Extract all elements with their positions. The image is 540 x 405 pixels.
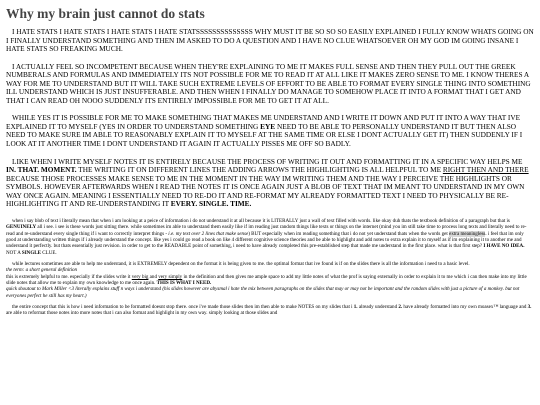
p7-bold-3: 3.	[527, 303, 532, 310]
p5-text-i: NOT A	[6, 249, 22, 256]
paragraph-2: I ACTUALLY FEEL SO INCOMPETENT BECAUSE WHEN THEY'RE EXPLAINING TO ME IT MAKES FULL SENSE AND THEN THEY PULL OUT THE GREEK NUMBERALS AND FORMULAS AND IMMEDIATELY ITS NOT POSSIBLE FOR ME TO READ IT AT ALL LIKE IT MAKES ZERO SENSE TO ME. I KNOW THERES A WAY FOR ME TO UNDERSTAND BUT IT WILL TAKE SUCH EXTREME LEVELS OF EFFORT TO BE ABLE TO FORMAT EVERY SINGLE THING INTO SOMETHING ILL UNDERSTAND WHICH IS JUST INSUFFERABLE. AND THEN WHEN I FINALLY DO MANAGE TO SOMEHOW PLACE IT INTO A FORMAT THAT I GET AND THAT I CAN READ OH NOOO SUDDENLY ITS ENTIRELY IMPOSSIBLE FOR ME TO GET IT AT ALL.	[6, 61, 531, 105]
p3-bold-eye: EYE	[260, 121, 276, 131]
p4-bold-moment: IN. THAT. MOMENT.	[6, 165, 77, 175]
paragraph-3	[6, 114, 534, 148]
p5-bold-no-idea: I HAVE NO IDEA.	[483, 243, 525, 250]
p6-underline-very-big: very big	[131, 273, 149, 280]
p4-underline-right-then: RIGHT THEN AND THERE	[442, 165, 529, 175]
p4-bold-every-time: EVERY. SINGLE. TIME.	[170, 199, 252, 209]
p6-underline-very-simply: very simply	[158, 273, 183, 280]
paragraph-1: I HATE STATS I HATE STATS I HATE STATS I HATE STATSSSSSSSSSSSSSS WHY MUST IT BE SO SO SO EASILY EXPLAINED I FULLY KNOW WHATS GOING ON I FINALLY UNDERSTAND SOMETHING AND THEN IM ASKED TO DO A QUESTION AND I HAVE NO CLUE WHATSOEVER OH MY GOD IM GOING INSANE I HATE STATS SO FREAKING MUCH.	[6, 27, 534, 54]
p3-text-a: WHILE YES IT IS POSSIBLE FOR ME TO MAKE SOMETHING THAT MAKES ME UNDERSTAND AND I WRITE IT DOWN AND PUT IT INTO A WAY THAT IVE EXPLAINED IT TO MYSELF (YES IN ORDER TO UNDERSTAND SOMETHING	[6, 113, 521, 131]
p5-text-e: ) BUT especially when im reading something that i do not yet understand thats when the words get	[248, 230, 450, 237]
p7-text-g: are able to reformat those notes into more notes that i can also format and highlight in my own way. simply looking at those slides and	[6, 310, 278, 317]
p6-text-a: while lectures sometimes are able to help me understand, it is EXTREMELY dependent on the format it is being given to me. the optimal format that ive found is if on the slides there is all the information i need to a basic level.	[12, 260, 470, 267]
p5-text-c: all i see. i see is these words just sitting there. while sometimes im able to understand them easily like if im reading just random things like texts or things on the internet (mind you im still take time to process long texts and literally need to re-read and re-understand every single thing if i want to correctly interpret things -	[6, 224, 527, 237]
p7-text-a: the entire concept that this is how i need information to be formatted doesnt stop there. once i've made those slides then im then able to make NOTES on my slides that i	[12, 303, 354, 310]
p5-bold-single: SINGLE	[21, 249, 41, 256]
p5-text-k: CLUE.	[40, 249, 57, 256]
p5-italic-example: i.e. my text over 2 lines that make sense	[168, 230, 249, 237]
paragraph-5	[6, 218, 534, 256]
p4-text-c: THE WRITING IT ON DIFFERENT LINES THE ADDING ARROWS THE HIGHLIGHTING IS ALL HELPFUL TO ME	[76, 165, 443, 175]
p6-text-c: this is extremely helpful to me. especially if the slides write it	[6, 273, 132, 280]
p6-bold-what-i-need: THIS IS WHAT I NEED.	[156, 279, 212, 286]
paragraph-6	[6, 261, 534, 299]
p4-text-a: LIKE WHEN I WRITE MYSELF NOTES IT IS ENTIRELY BECAUSE THE PROCESS OF WRITING IT OUT AND FORMATTING IT IN A SPECIFIC WAY HELPS ME	[12, 156, 523, 166]
p5-highlight-meaningless: extra meaningless	[449, 230, 486, 237]
p5-text-a: when i say blob of text i literally mean that when i am looking at a peice of information i do not understand it at all because it is LITERALLY just a wall of text filled with words. like okay duh thats the textbook definition of a paragraph but that is	[12, 217, 510, 224]
page-title: Why my brain just cannot do stats	[6, 6, 205, 21]
p5-bold-genuinely: GENUINELY	[6, 224, 37, 231]
p7-text-e: have already formatted into my own moasex™ language and	[402, 303, 528, 310]
p5-text-g: . i feel that im only good at understanding written things if i already understand the concept. like yes i could go read a book on like 4 different cognitive science theories and be able to highlight and add notes to extra explain it to myself as if im explaining it to another me and understand it perfectly. but thats essentially just revision. in order to get to the READABLE point of something, i need to have already completed this pre-established step that made me understand in the first place. what is that first step?	[6, 230, 524, 250]
p4-text-e: BECAUSE THOSE PROCESSES MAKE SENSE TO ME IN THE MOMENT IN THE WAY IM WRITING THEM AND THE WAY I PERCEIVE THE HIGHLIGHTS OR SYMBOLS. HOWEVER AFTERWARDS WHEN I READ THE NOTES IT IS ONCE AGAIN JUST A BLOB OF TEXT THAT IM MEANT TO UNDERSTAND IN MY OWN WAY ONCE AGAIN. MEANING I ESSENTIALLY NEED TO RE-DO IT AND RE-FORMAT MY ALREADY FORMATTED TEXT I NEED TO PHYSICALLY BE RE-HIGHLIGHTING IT AND RE-UNDERSTANDING IT	[6, 173, 525, 209]
p6-italic-shoutout: quick shoutout to Mark Miller <3 literally explains stuff n ways i understand (his slides however are abysmal i hate the mix between paragraphs on the slides that may or may not be important and the random slides with just a picture of a monkey. but not everyones perfect he still has my heart.)	[6, 286, 520, 299]
p7-text-c: already understand	[357, 303, 399, 310]
paragraph-7	[6, 304, 534, 317]
paragraph-4	[6, 158, 534, 209]
p6-italic-term: the term: a short general definition	[6, 267, 78, 274]
p3-text-c: NEED TO BE ABLE TO PERSONALLY UNDERSTAND IT BUT THEN ALSO NEED TO MAKE SURE IM ABLE TO REASONABLY EXPLAIN IT TO MYSELF AT THE SAME TIME OR ELSE I DONT ACTUALLY GET IT) THEN SUDDENLY IF I LOOK AT IT ANOTHER TIME I DONT UNDERSTAND IT AGAIN IT ACTUALLY PISSES ME OFF SO BADLY.	[6, 121, 523, 149]
p7-bold-1: 1.	[353, 303, 358, 310]
p7-bold-2: 2.	[398, 303, 403, 310]
p6-text-g: in the definition and then gives me ample space to add my little notes of what the prof is saying externally in order to explain it to me which i can then make into my little slide notes that allow me to explain my own knowledge to me once again.	[6, 273, 527, 286]
p6-text-e: and	[148, 273, 159, 280]
